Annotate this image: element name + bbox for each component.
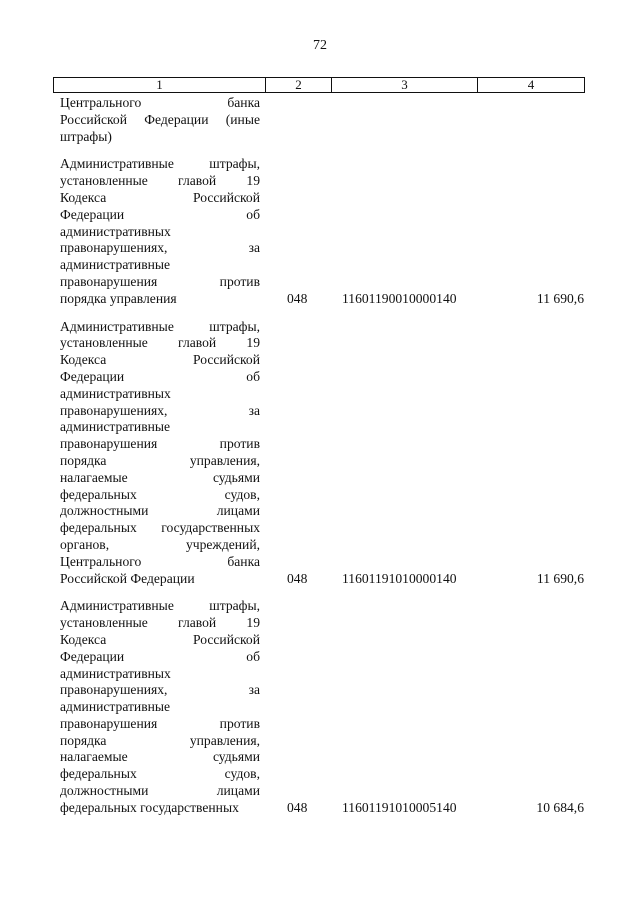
- description-line: правонарушения против: [60, 715, 260, 731]
- table-header-row: [53, 77, 585, 93]
- description-line: Административные штрафы,: [60, 156, 260, 172]
- description-line: установленные главой 19: [60, 615, 260, 631]
- amount-value: 11 690,6: [536, 290, 584, 306]
- table-row: [60, 319, 590, 588]
- admin-code: 048: [287, 799, 308, 815]
- table-row: [60, 95, 590, 145]
- budget-code: 11601191010005140: [342, 799, 457, 815]
- description-line: должностными лицами: [60, 783, 260, 799]
- description-line: установленные главой 19: [60, 335, 260, 351]
- description-line: административных: [60, 665, 171, 681]
- column-header-3: 3: [332, 78, 478, 92]
- description-line: органов, учреждений,: [60, 536, 260, 552]
- table-row: [60, 598, 590, 816]
- row-description: [60, 156, 590, 307]
- description-line: административные: [60, 257, 171, 273]
- amount-value: 10 684,6: [536, 799, 584, 815]
- description-line: Центрального банка: [60, 553, 260, 569]
- description-line: правонарушениях, за: [60, 402, 260, 418]
- description-line: федеральных государственных: [60, 520, 260, 536]
- description-line: административных: [60, 223, 171, 239]
- description-line: правонарушения против: [60, 436, 260, 452]
- budget-code: 11601191010000140: [342, 570, 457, 586]
- column-header-2: 2: [266, 78, 332, 92]
- description-line: порядка управления,: [60, 452, 260, 468]
- description-line: правонарушениях, за: [60, 682, 260, 698]
- description-line: федеральных судов,: [60, 766, 260, 782]
- row-description: [60, 598, 590, 816]
- admin-code: 048: [287, 570, 308, 586]
- description-line: порядка управления: [60, 290, 177, 306]
- description-line: Кодекса Российской: [60, 189, 260, 205]
- description-line: налагаемые судьями: [60, 749, 260, 765]
- description-line: порядка управления,: [60, 732, 260, 748]
- description-line: правонарушениях, за: [60, 240, 260, 256]
- table-row: [60, 156, 590, 307]
- description-line: Центрального банка: [60, 95, 260, 110]
- description-line: административных: [60, 385, 171, 401]
- description-line: Российской Федерации (иные: [60, 111, 260, 127]
- description-line: Российской Федерации: [60, 570, 195, 586]
- page-number: 72: [313, 38, 327, 53]
- description-line: Федерации об: [60, 648, 260, 664]
- description-line: Кодекса Российской: [60, 352, 260, 368]
- description-line: установленные главой 19: [60, 173, 260, 189]
- description-line: Административные штрафы,: [60, 318, 260, 334]
- description-line: Федерации об: [60, 368, 260, 384]
- description-line: штрафы): [60, 128, 112, 144]
- row-description: [60, 95, 590, 145]
- description-line: административные: [60, 419, 171, 435]
- amount-value: 11 690,6: [536, 570, 584, 586]
- description-line: федеральных судов,: [60, 486, 260, 502]
- description-line: Кодекса Российской: [60, 631, 260, 647]
- column-header-1: 1: [54, 78, 266, 92]
- description-line: административные: [60, 699, 171, 715]
- table-body: [60, 95, 590, 828]
- column-header-4: 4: [527, 77, 535, 92]
- description-line: федеральных государственных: [60, 799, 239, 815]
- admin-code: 048: [287, 290, 308, 306]
- description-line: Федерации об: [60, 206, 260, 222]
- description-line: правонарушения против: [60, 273, 260, 289]
- budget-code: 11601190010000140: [342, 290, 457, 306]
- description-line: Административные штрафы,: [60, 598, 260, 614]
- row-description: [60, 319, 590, 588]
- description-line: налагаемые судьями: [60, 469, 260, 485]
- description-line: должностными лицами: [60, 503, 260, 519]
